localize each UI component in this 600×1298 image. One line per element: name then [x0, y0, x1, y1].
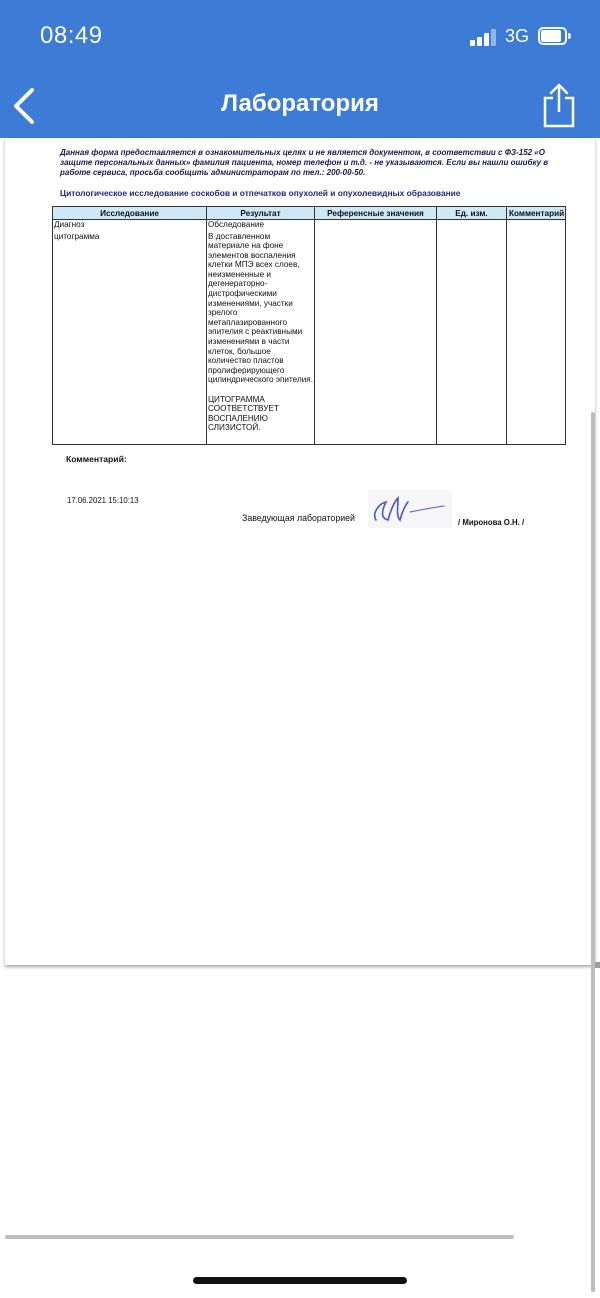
cell-result: Обследование	[207, 220, 315, 232]
horizontal-scrollbar[interactable]	[5, 1235, 514, 1239]
column-header-result: Результат	[207, 207, 315, 220]
cell-reference	[315, 232, 437, 445]
battery-icon	[538, 27, 571, 45]
analysis-title: Цитологическое исследование соскобов и отпечатков опухолей и опухолевидных образование	[60, 188, 461, 198]
cellular-signal-icon	[470, 28, 496, 46]
column-header-comment: Комментарий	[507, 207, 566, 220]
cell-unit	[437, 220, 507, 232]
table-header-row	[53, 207, 566, 220]
signature-image	[368, 490, 452, 528]
cell-comment	[507, 232, 566, 445]
cell-study: цитограмма	[53, 232, 207, 445]
cell-comment	[507, 220, 566, 232]
column-header-reference: Референсные значения	[315, 207, 437, 220]
results-table	[52, 206, 566, 445]
cell-study: Диагноз	[53, 220, 207, 232]
disclaimer-text: Данная форма предоставляется в ознакомительных целях и не является документом, в соответствии с ФЗ-152 «О защите персональных данных» фамилия пациента, номер телефон и т.д. - не указываются. Если вы нашли ошибку в работе сервиса, просьба сообщить администраторам по тел.: 200-00-50.	[60, 148, 549, 177]
page-title: Лаборатория	[221, 90, 379, 117]
signer-name: / Миронова О.Н. /	[458, 518, 525, 527]
report-timestamp: 17.06.2021 15:10:13	[67, 496, 139, 505]
cell-reference	[315, 220, 437, 232]
comment-label: Комментарий:	[66, 454, 127, 464]
network-type: 3G	[505, 26, 530, 46]
app-header	[0, 0, 600, 138]
home-indicator[interactable]	[193, 1277, 407, 1284]
table-row	[53, 232, 566, 445]
column-header-study: Исследование	[53, 207, 207, 220]
cell-result: В доставленном материале на фоне элементов воспаления клетки МПЭ всех слоев, неизмененные и дегенераторно-дистрофическими изменениями, участки зрелого метаплазированного эпителия с реактивными изменениями в части клеток, большое количество пластов пролиферирующего цилиндрического эпителия. ЦИТОГРАММА СООТВЕТСТВУЕТ ВОСПАЛЕНИЮ СЛИЗИСТОЙ.	[207, 232, 315, 445]
column-header-unit: Ед. изм.	[437, 207, 507, 220]
share-icon[interactable]	[541, 82, 577, 128]
cell-unit	[437, 232, 507, 445]
signatory-label: Заведующая лабораторией	[242, 513, 355, 523]
vertical-scrollbar[interactable]	[591, 412, 595, 1292]
table-row	[53, 220, 566, 232]
status-time: 08:49	[40, 22, 103, 49]
